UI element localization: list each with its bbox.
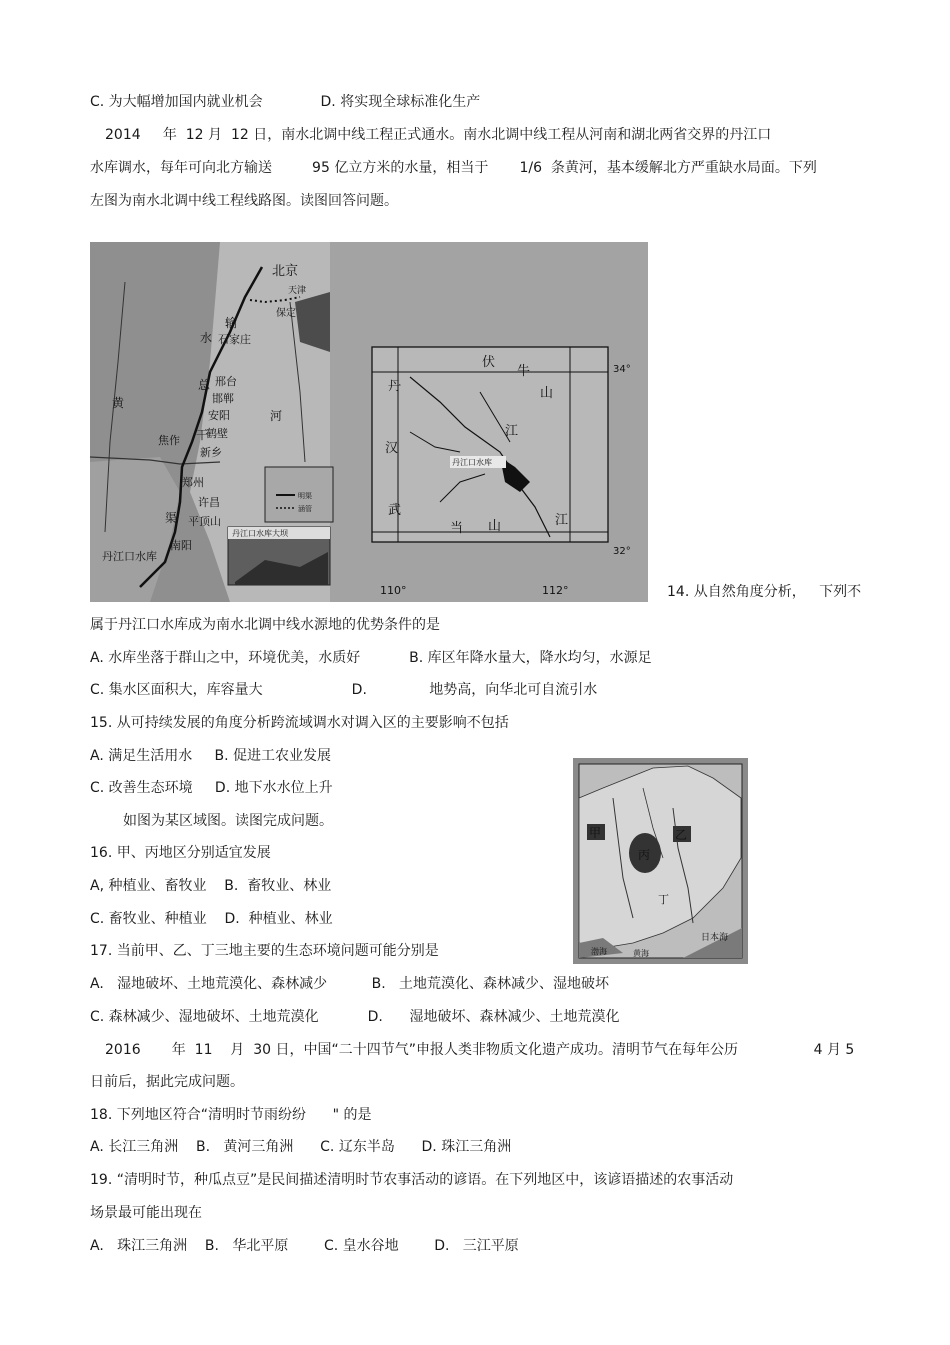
inset-lon-112: 112° — [542, 584, 569, 597]
canal-char-3: 总 — [198, 378, 211, 392]
inset-wu: 武 — [388, 503, 402, 518]
inset-jiang1: 江 — [505, 424, 519, 439]
label-danjiangkou-reservoir: 丹江口水库 — [102, 550, 157, 563]
city-nanyang: 南阳 — [170, 539, 192, 552]
inset-han: 汉 — [385, 441, 399, 456]
canal-char-1: 输 — [225, 316, 238, 330]
inset-jiang2: 江 — [555, 513, 569, 528]
region-jia: 甲 — [589, 826, 602, 840]
figure-region-map — [573, 758, 748, 964]
region-yi: 乙 — [675, 828, 688, 842]
city-zhengzhou: 郑州 — [182, 476, 204, 489]
question-16-options-ab: A, 种植业、畜牧业 B. 畜牧业、林业 — [90, 878, 332, 894]
question-19-part2: 场景最可能出现在 — [90, 1205, 202, 1221]
inset-shan1: 山 — [540, 386, 554, 401]
city-handan: 邯郸 — [212, 392, 234, 405]
question-18: 18. 下列地区符合“清明时节雨纷纷 " 的是 — [90, 1107, 372, 1123]
option-c-d-prev: C. 为大幅增加国内就业机会 D. 将实现全球标准化生产 — [90, 94, 481, 110]
question-16-options-cd: C. 畜牧业、种植业 D. 种植业、林业 — [90, 911, 333, 927]
city-xingtai: 邢台 — [215, 375, 237, 388]
label-bohai: 渤海 — [591, 947, 607, 956]
question-14-part2: 属于丹江口水库成为南水北调中线水源地的优势条件的是 — [90, 617, 440, 633]
question-14-options-cd: C. 集水区面积大，库容量大 D. 地势高，向华北可自流引水 — [90, 682, 598, 698]
canal-char-2: 水 — [200, 331, 213, 345]
passage-18-line1: 2016 年 11 月 30 日，中国“二十四节气”申报人类非物质文化遗产成功。清明节气在每年公历 4 月 5 — [105, 1042, 855, 1058]
city-xinxiang: 新乡 — [200, 446, 222, 459]
city-baoding: 保定 — [276, 308, 296, 319]
label-yellow-sea: 黄海 — [633, 949, 649, 958]
question-17: 17. 当前甲、乙、丁三地主要的生态环境问题可能分别是 — [90, 943, 439, 959]
region-bing: 丙 — [638, 848, 651, 862]
question-15-options-cd: C. 改善生态环境 D. 地下水水位上升 — [90, 780, 333, 796]
city-shijiazhuang: 石家庄 — [218, 333, 251, 346]
question-17-options-ab: A. 湿地破坏、土地荒漠化、森林减少 B. 土地荒漠化、森林减少、湿地破坏 — [90, 976, 610, 992]
question-19-part1: 19. “清明时节，种瓜点豆”是民间描述清明时节农事活动的谚语。在下列地区中，该谚语描述的农事活动 — [90, 1172, 734, 1188]
inset-fu: 伏 — [482, 355, 496, 370]
figure-water-diversion-map — [90, 242, 648, 602]
river-char-he: 河 — [270, 409, 283, 423]
photo-caption: 丹江口水库大坝 — [232, 529, 288, 538]
legend-pipe: 涵管 — [298, 505, 312, 513]
question-15: 15. 从可持续发展的角度分析跨流域调水对调入区的主要影响不包括 — [90, 715, 509, 731]
inset-dang: 当 — [450, 521, 464, 536]
city-hebi: 鹤壁 — [206, 427, 228, 440]
city-xuchang: 许昌 — [198, 496, 220, 509]
city-jiaozuo: 焦作 — [158, 434, 180, 447]
inset-dan: 丹 — [388, 379, 402, 394]
question-19-options: A. 珠江三角洲 B. 华北平原 C. 皇水谷地 D. 三江平原 — [90, 1238, 519, 1254]
river-char-huang: 黄 — [112, 396, 125, 410]
label-sea-of-japan: 日本海 — [701, 933, 729, 943]
city-beijing: 北京 — [272, 264, 299, 279]
question-17-options-cd: C. 森林减少、湿地破坏、土地荒漠化 D. 湿地破坏、森林减少、土地荒漠化 — [90, 1009, 620, 1025]
passage-14-line1: 2014 年 12 月 12 日，南水北调中线工程正式通水。南水北调中线工程从河南和湖北两省交界的丹江口 — [105, 127, 772, 143]
question-15-options-ab: A. 满足生活用水 B. 促进工农业发展 — [90, 748, 331, 764]
inset-reservoir: 丹江口水库 — [452, 458, 492, 467]
question-18-options: A. 长江三角洲 B. 黄河三角洲 C. 辽东半岛 D. 珠江三角洲 — [90, 1139, 512, 1155]
inset-lon-110: 110° — [380, 584, 407, 597]
passage-14-line3: 左图为南水北调中线工程线路图。读图回答问题。 — [90, 193, 398, 209]
inset-lat-32: 32° — [613, 546, 631, 557]
canal-char-4: 干 — [196, 428, 209, 442]
inset-shan2: 山 — [488, 519, 502, 534]
city-anyang: 安阳 — [208, 409, 230, 422]
inset-lat-34: 34° — [613, 364, 631, 375]
region-map-intro: 如图为某区域图。读图完成问题。 — [123, 813, 333, 829]
canal-char-5: 渠 — [165, 511, 178, 525]
question-14-part1: 14. 从自然角度分析， 下列不 — [667, 584, 862, 600]
inset-niu: 牛 — [517, 364, 531, 379]
region-ding: 丁 — [658, 893, 669, 906]
passage-14-line2: 水库调水，每年可向北方输送 95 亿立方米的水量，相当于 1/6 条黄河，基本缓解北方严重缺水局面。下列 — [90, 160, 817, 176]
city-pingdingshan: 平顶山 — [188, 515, 221, 528]
question-14-options-ab: A. 水库坐落于群山之中，环境优美，水质好 B. 库区年降水量大，降水均匀，水源足 — [90, 650, 652, 666]
city-tianjin: 天津 — [288, 286, 307, 296]
passage-18-line2: 日前后，据此完成问题。 — [90, 1074, 244, 1090]
question-16: 16. 甲、丙地区分别适宜发展 — [90, 845, 271, 861]
legend-open-canal: 明渠 — [298, 492, 312, 500]
